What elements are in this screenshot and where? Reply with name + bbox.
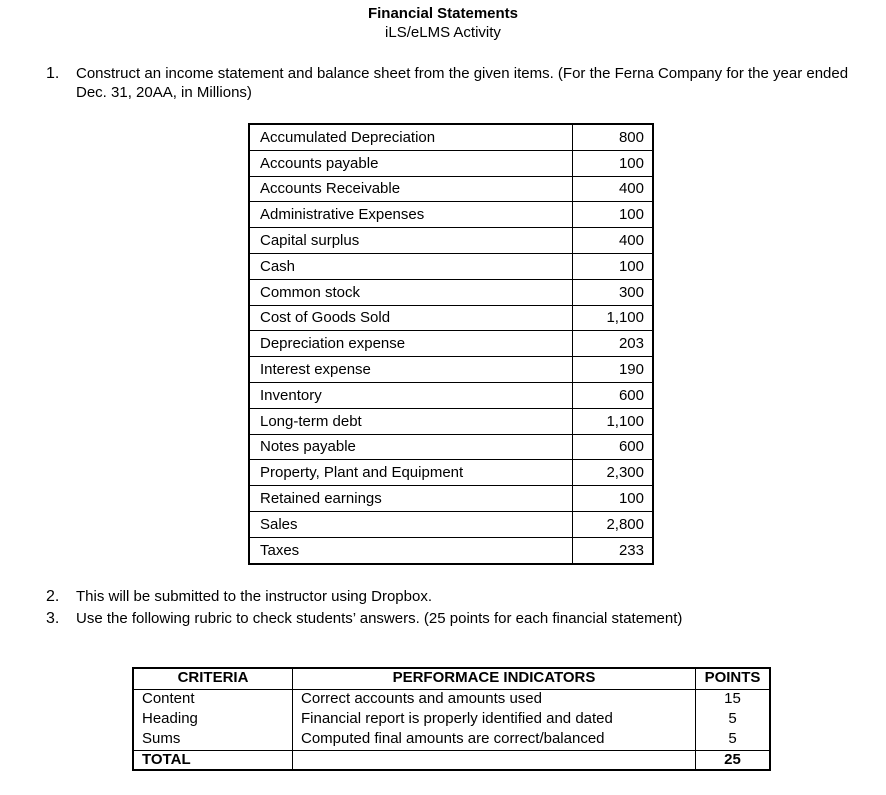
table-row bbox=[249, 150, 653, 176]
account-name: Retained earnings bbox=[249, 486, 573, 512]
account-name: Cost of Goods Sold bbox=[249, 305, 573, 331]
account-name: Property, Plant and Equipment bbox=[249, 460, 573, 486]
table-row bbox=[249, 511, 653, 537]
account-amount: 100 bbox=[573, 202, 654, 228]
instruction-item-3 bbox=[46, 609, 876, 629]
account-amount: 800 bbox=[573, 124, 654, 150]
instruction-number: 3. bbox=[46, 610, 60, 627]
account-amount: 2,800 bbox=[573, 511, 654, 537]
account-name: Inventory bbox=[249, 382, 573, 408]
account-amount: 400 bbox=[573, 228, 654, 254]
table-row bbox=[249, 124, 653, 150]
table-row bbox=[249, 382, 653, 408]
account-amount: 203 bbox=[573, 331, 654, 357]
table-row bbox=[249, 331, 653, 357]
account-name: Common stock bbox=[249, 279, 573, 305]
instruction-number: 2. bbox=[46, 588, 60, 605]
points-cell: 5 bbox=[728, 710, 737, 727]
table-row bbox=[249, 486, 653, 512]
instruction-number: 1. bbox=[46, 65, 60, 82]
table-row bbox=[249, 176, 653, 202]
indicator-cell: Correct accounts and amounts used bbox=[293, 690, 696, 711]
criteria-cell: Sums bbox=[133, 730, 293, 751]
criteria-cell: Heading bbox=[133, 710, 293, 730]
account-amount: 400 bbox=[573, 176, 654, 202]
indicator-cell: Financial report is properly identified and dated bbox=[293, 710, 696, 730]
indicator-cell: Computed final amounts are correct/balanced bbox=[293, 730, 696, 751]
instruction-text: Use the following rubric to check students’ answers. (25 points for each financial statement) bbox=[76, 610, 683, 627]
indicators-header: PERFORMACE INDICATORS bbox=[293, 668, 696, 690]
account-amount: 600 bbox=[573, 434, 654, 460]
table-row bbox=[249, 305, 653, 331]
table-row bbox=[249, 202, 653, 228]
rubric-total-row bbox=[133, 751, 770, 771]
account-amount: 100 bbox=[573, 253, 654, 279]
table-row bbox=[249, 460, 653, 486]
account-amount: 600 bbox=[573, 382, 654, 408]
instruction-item-1 bbox=[46, 64, 876, 104]
account-amount: 300 bbox=[573, 279, 654, 305]
account-amount: 233 bbox=[573, 537, 654, 563]
points-cell: 5 bbox=[728, 730, 737, 747]
document-title: Financial Statements bbox=[367, 5, 519, 22]
account-name: Accounts payable bbox=[249, 150, 573, 176]
account-amount: 100 bbox=[573, 150, 654, 176]
account-amount: 190 bbox=[573, 357, 654, 383]
table-row bbox=[249, 434, 653, 460]
account-name: Depreciation expense bbox=[249, 331, 573, 357]
account-name: Cash bbox=[249, 253, 573, 279]
table-row bbox=[133, 730, 770, 751]
total-points: 25 bbox=[696, 751, 771, 771]
account-amount: 100 bbox=[573, 486, 654, 512]
account-name: Administrative Expenses bbox=[249, 202, 573, 228]
account-amount: 1,100 bbox=[573, 408, 654, 434]
table-row bbox=[249, 228, 653, 254]
account-name: Notes payable bbox=[249, 434, 573, 460]
total-label: TOTAL bbox=[133, 751, 293, 771]
table-row bbox=[133, 690, 770, 711]
table-row bbox=[249, 357, 653, 383]
table-row bbox=[249, 537, 653, 563]
rubric-table bbox=[132, 667, 771, 771]
instruction-text: This will be submitted to the instructor using Dropbox. bbox=[76, 588, 432, 605]
table-row bbox=[133, 710, 770, 730]
instruction-text: Construct an income statement and balance sheet from the given items. (For the Ferna Company for the year ended Dec. 31, 20AA, in Millions) bbox=[76, 65, 849, 101]
table-row bbox=[249, 279, 653, 305]
points-header: POINTS bbox=[696, 668, 771, 690]
table-row bbox=[249, 253, 653, 279]
account-name: Accounts Receivable bbox=[249, 176, 573, 202]
account-name: Taxes bbox=[249, 537, 573, 563]
account-amount: 2,300 bbox=[573, 460, 654, 486]
account-name: Long-term debt bbox=[249, 408, 573, 434]
account-amount: 1,100 bbox=[573, 305, 654, 331]
criteria-header: CRITERIA bbox=[133, 668, 293, 690]
total-empty-cell bbox=[293, 751, 696, 771]
account-name: Capital surplus bbox=[249, 228, 573, 254]
instruction-item-2 bbox=[46, 587, 876, 607]
criteria-cell: Content bbox=[133, 690, 293, 711]
account-name: Accumulated Depreciation bbox=[249, 124, 573, 150]
points-cell: 15 bbox=[724, 690, 741, 707]
rubric-header-row bbox=[133, 668, 770, 690]
given-items-table bbox=[248, 123, 654, 565]
account-name: Sales bbox=[249, 511, 573, 537]
document-subtitle: iLS/eLMS Activity bbox=[385, 24, 501, 41]
account-name: Interest expense bbox=[249, 357, 573, 383]
table-row bbox=[249, 408, 653, 434]
